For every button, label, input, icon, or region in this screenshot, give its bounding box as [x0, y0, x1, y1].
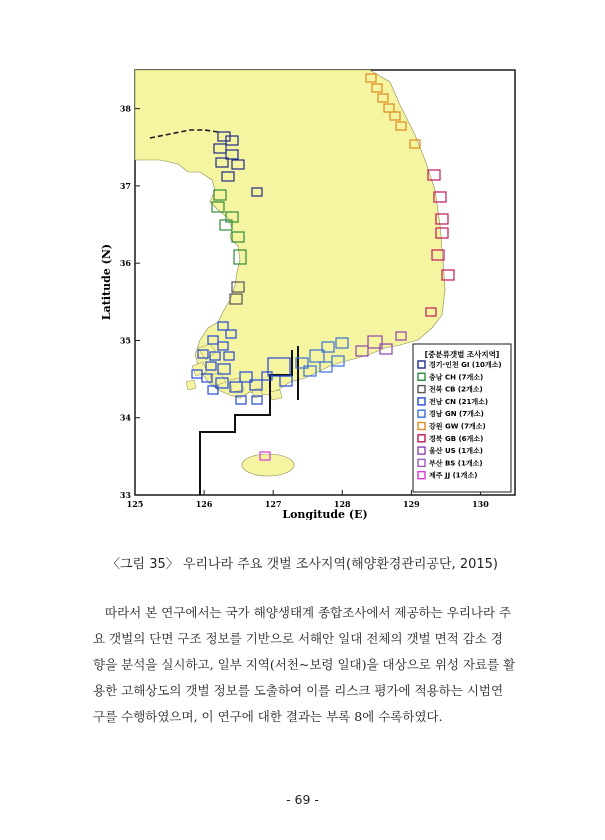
legend-item-label: 충남 CH (7개소) [429, 373, 484, 382]
x-tick-label: 128 [333, 499, 351, 509]
x-tick-label: 130 [472, 499, 489, 509]
body-paragraph [93, 600, 536, 730]
body-line: 요 갯벌의 단면 구조 정보를 기반으로 서해안 일대 전체의 갯벌 면적 감소 경 [93, 631, 503, 646]
y-tick-label: 38 [119, 103, 131, 114]
map-svg [100, 60, 530, 520]
y-tick-label: 36 [119, 258, 131, 269]
x-tick-label: 129 [403, 499, 420, 509]
legend-item-label: 제주 JJ (1개소) [429, 471, 478, 480]
y-tick-label: 34 [119, 412, 131, 423]
jeju-island [242, 454, 294, 476]
body-line: 향을 분석을 실시하고, 일부 지역(서천~보령 일대)을 대상으로 위성 자료를 활 [93, 657, 516, 672]
map-legend [413, 344, 511, 492]
legend-item-label: 울산 US (1개소) [429, 447, 483, 456]
y-tick-label: 33 [119, 490, 131, 500]
body-line: 따라서 본 연구에서는 국가 해양생태계 종합조사에서 제공하는 우리나라 주 [105, 605, 512, 620]
legend-item-label: 경북 GB (6개소) [429, 434, 484, 443]
legend-item-label: 전남 CN (21개소) [429, 397, 489, 406]
y-tick-label: 37 [119, 180, 131, 191]
x-axis-label: Longitude (E) [282, 508, 368, 520]
body-line: 구를 수행하였으며, 이 연구에 대한 결과는 부록 8에 수록하였다. [93, 709, 443, 724]
legend-item-label: 전북 CB (2개소) [429, 385, 483, 394]
legend-item-label: 경기·인천 GI (10개소) [429, 361, 502, 369]
x-tick-label: 126 [195, 499, 213, 509]
survey-area-map-figure [100, 60, 530, 520]
figure-caption: 〈그림 35〉 우리나라 주요 갯벌 조사지역(해양환경관리공단, 2015) [107, 557, 498, 572]
legend-title: [중분류갯벌 조사지역] [424, 350, 500, 359]
y-axis-label: Latitude (N) [100, 243, 113, 321]
x-tick-label: 127 [264, 499, 282, 509]
body-line: 용한 고해상도의 갯벌 정보를 도출하여 이를 리스크 평가에 적용하는 시범연 [93, 683, 504, 698]
y-tick-label: 35 [119, 335, 131, 346]
legend-item-label: 부산 BS (1개소) [429, 459, 483, 468]
legend-item-label: 강원 GW (7개소) [429, 422, 486, 431]
page-number: - 69 - [286, 792, 319, 807]
legend-item-label: 경남 GN (7개소) [429, 410, 484, 419]
x-tick-label: 125 [126, 499, 144, 509]
